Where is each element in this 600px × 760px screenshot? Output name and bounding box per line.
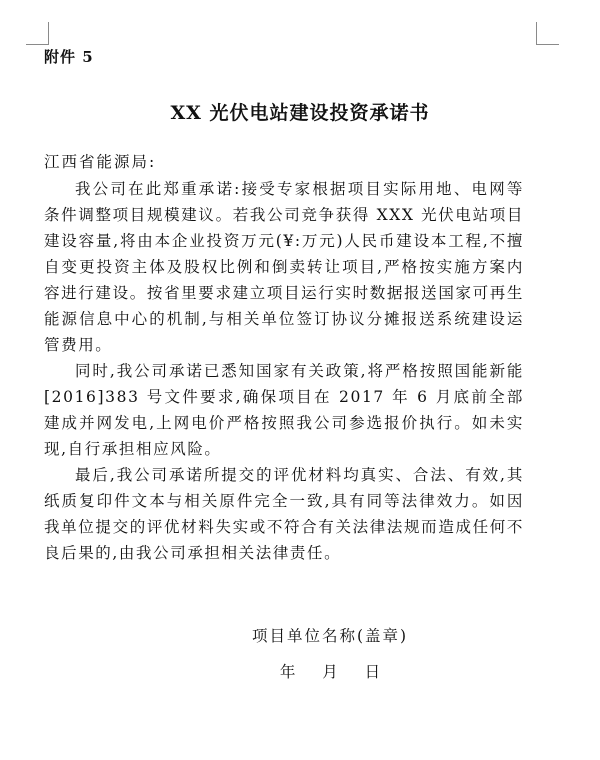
document-title: XX 光伏电站建设投资承诺书 [170,102,430,124]
document-body [44,176,524,566]
attachment-label: 附件 5 [44,48,94,66]
paragraph-commitment: 我公司在此郑重承诺:接受专家根据项目实际用地、电网等条件调整项目规模建议。若我公司竞争获得 XXX 光伏电站项目建设容量,将由本企业投资万元(¥:万元)人民币建设本工程,不擅自变更投资主体及股权比例和倒卖转让项目,严格按实施方案内容进行建设。按省里要求建立项目运行实时数据报送国家可再生能源信息中心的机制,与相关单位签订协议分摊报送系统建设运管费用。 [44,180,524,354]
paragraph-policy: 同时,我公司承诺已悉知国家有关政策,将严格按照国能新能[2016]383 号文件要求,确保项目在 2017 年 6 月底前全部建成并网发电,上网电价严格按照我公司参选报价执行。如未实现,自行承担相应风险。 [44,362,524,458]
crop-mark-top-left [26,22,49,45]
salutation: 江西省能源局: [44,153,157,171]
crop-mark-top-right [536,22,559,45]
signature-unit: 项目单位名称(盖章) [251,627,409,645]
signature-date: 年 月 日 [279,663,381,681]
paragraph-materials: 最后,我公司承诺所提交的评优材料均真实、合法、有效,其纸质复印件文本与相关原件完全一致,具有同等法律效力。如因我单位提交的评优材料失实或不符合有关法律法规而造成任何不良后果的,由我公司承担相关法律责任。 [44,466,524,562]
